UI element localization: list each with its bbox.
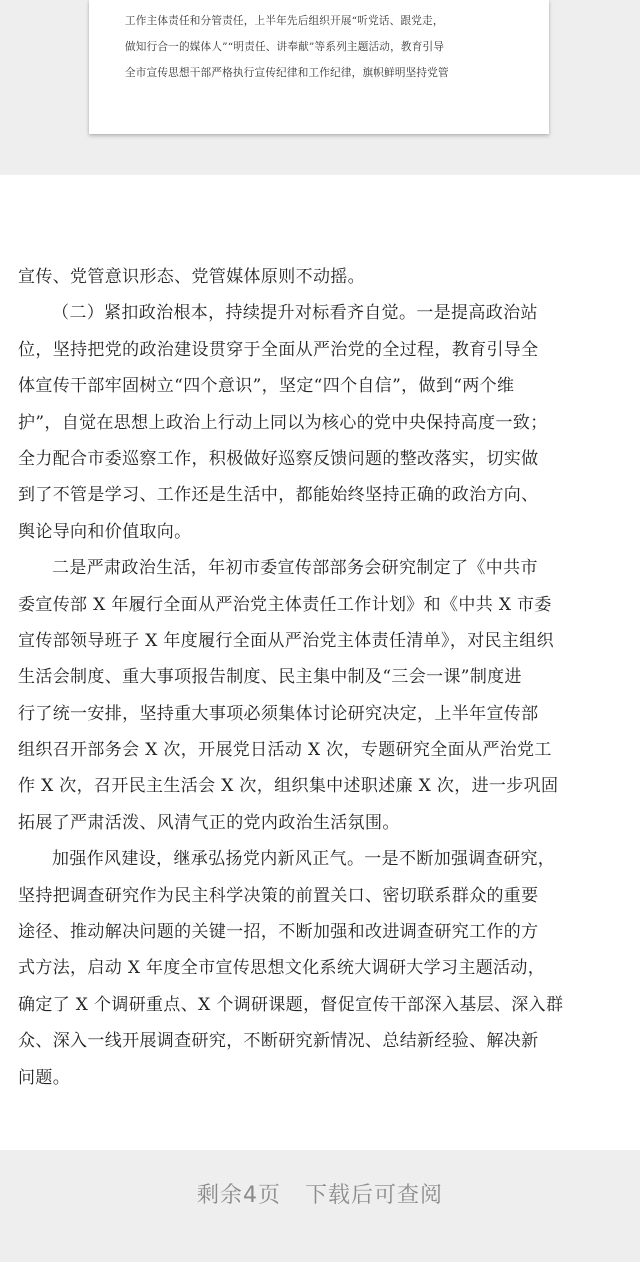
remaining-pages-label: 剩余4页 (196, 1183, 281, 1208)
paragraph-start-line: 加强作风建设，继承弘扬党内新风正气。一是不断加强调查研究， (52, 849, 556, 870)
text-line: 委宣传部 X 年履行全面从严治党主体责任工作计划》和《中共 X 市委 (18, 594, 552, 615)
download-to-view-label: 下载后可查阅 (304, 1183, 443, 1208)
text-line: 众、深入一线开展调查研究，不断研究新情况、总结新经验、解决新 (18, 1031, 539, 1052)
text-line: 作 X 次，召开民主生活会 X 次，组织集中述职述廉 X 次，进一步巩固 (18, 776, 559, 797)
text-line: 位，坚持把党的政治建设贯穿于全面从严治党的全过程，教育引导全 (18, 339, 539, 360)
paragraph-start-line: 二是严肃政治生活，年初市委宣传部部务会研究制定了《中共市 (52, 558, 538, 579)
preview-line: 全市宣传思想干部严格执行宣传纪律和工作纪律，旗帜鲜明坚持党管 (125, 67, 449, 79)
text-line: 舆论导向和价值取向。 (18, 521, 192, 542)
download-prompt[interactable] (0, 1178, 640, 1209)
text-line: 生活会制度、重大事项报告制度、民主集中制及“三会一课”制度进 (18, 667, 522, 688)
text-line: 问题。 (18, 1067, 71, 1088)
text-line: 宣传部领导班子 X 年度履行全面从严治党主体责任清单》，对民主组织 (18, 630, 554, 651)
text-line: 行了统一安排，坚持重大事项必须集体讨论研究决定，上半年宣传部 (18, 703, 539, 724)
preview-line: 做知行合一的媒体人”“明责任、讲奉献”等系列主题活动，教育引导 (125, 41, 445, 53)
text-line: 途径、推动解决问题的关键一招，不断加强和改进调查研究工作的方 (18, 922, 539, 943)
text-line: 护”，自觉在思想上政治上行动上同以为核心的党中央保持高度一致； (18, 412, 548, 433)
preview-band (0, 0, 640, 175)
page-preview-card (89, 0, 549, 134)
document-body (18, 259, 622, 1096)
text-line: 体宣传干部牢固树立“四个意识”，坚定“四个自信”，做到“两个维 (18, 376, 515, 397)
text-line: 宣传、党管意识形态、党管媒体原则不动摇。 (18, 267, 365, 287)
text-line: 全力配合市委巡察工作，积极做好巡察反馈问题的整改落实，切实做 (18, 448, 539, 469)
section-heading-line: （二）紧扣政治根本，持续提升对标看齐自觉。一是提高政治站 (52, 303, 538, 324)
preview-line: 工作主体责任和分管责任，上半年先后组织开展“听党话、跟党走， (125, 15, 444, 27)
text-line: 式方法，启动 X 年度全市宣传思想文化系统大调研大学习主题活动， (18, 958, 546, 979)
text-line: 组织召开部务会 X 次，开展党日活动 X 次，专题研究全面从严治党工 (18, 740, 552, 761)
text-line: 拓展了严肃活泼、风清气正的党内政治生活氛围。 (18, 812, 400, 833)
text-line: 坚持把调查研究作为民主科学决策的前置关口、密切联系群众的重要 (18, 885, 539, 906)
text-line: 到了不管是学习、工作还是生活中，都能始终坚持正确的政治方向、 (18, 485, 539, 506)
text-line: 确定了 X 个调研重点、X 个调研课题，督促宣传干部深入基层、深入群 (18, 994, 564, 1015)
